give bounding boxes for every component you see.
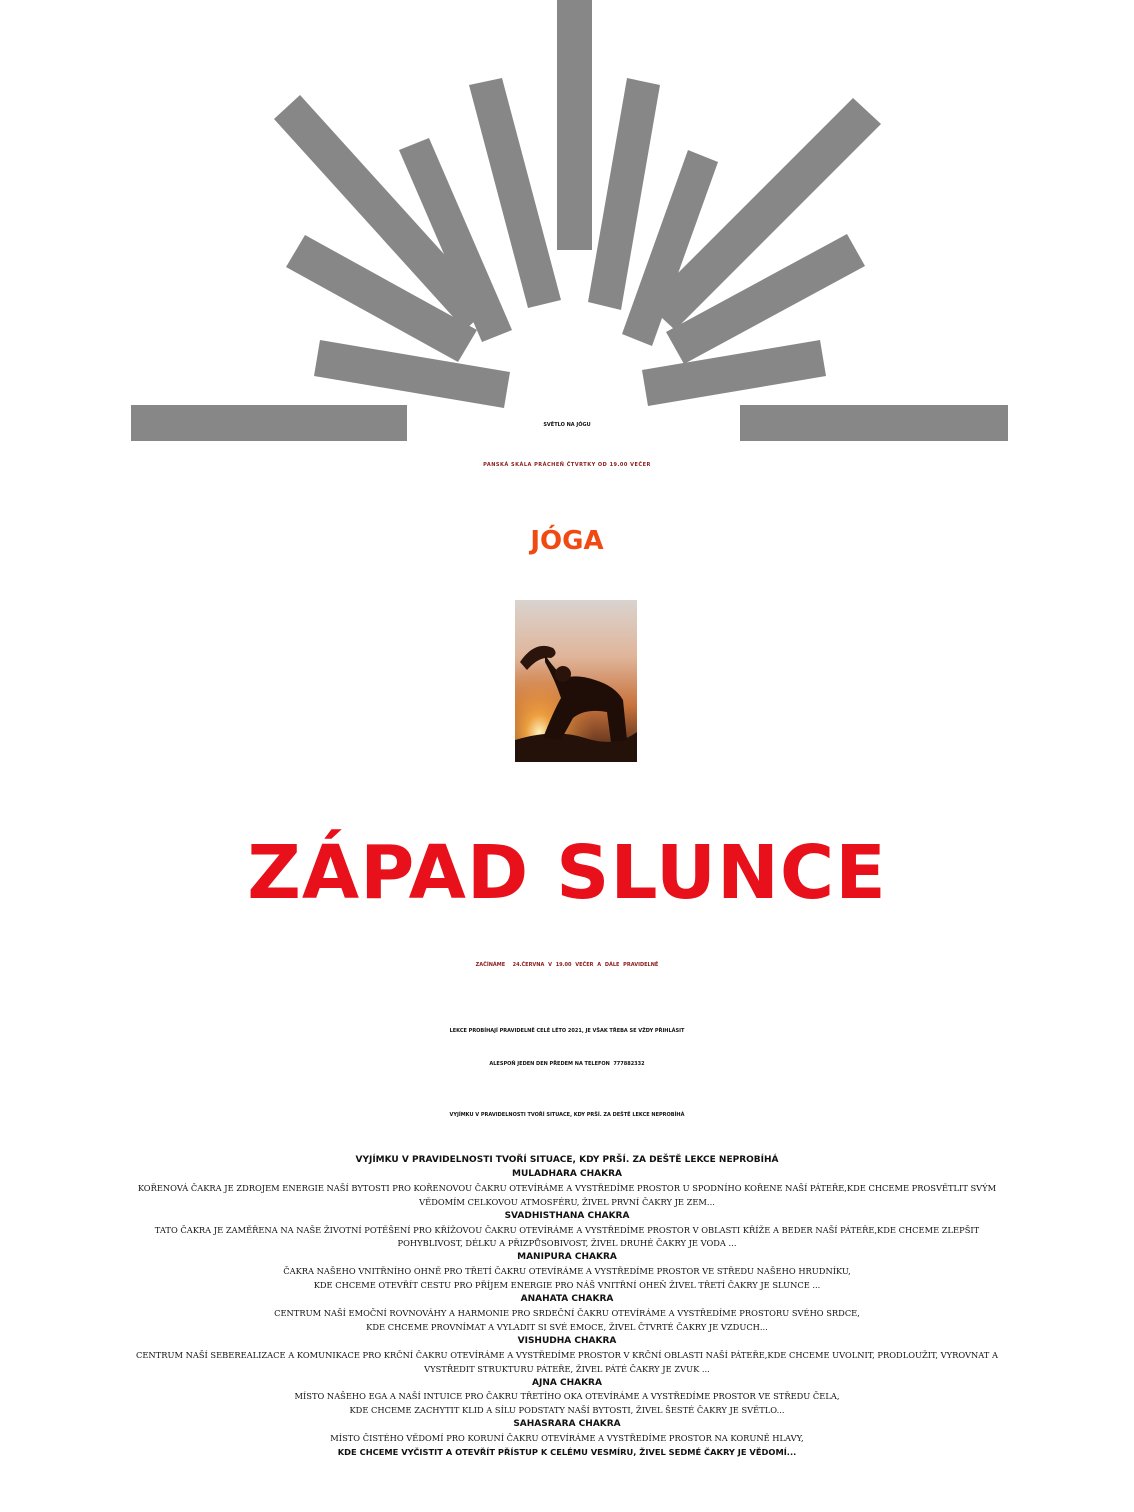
chakra-text: CENTRUM NAŠÍ SEBEREALIZACE A KOMUNIKACE PRO KRČNÍ ČAKRU OTEVÍRÁME A VYSTŘEDÍME PROSTOR V KRČNÍ OBLASTI NAŠÍ PÁTEŘE,KDE CHCEME UVOLNIT, PRODLOUŽIT, VYROVNAT A — [136, 1349, 998, 1360]
start-date-line: ZAČÍNÁME 24.ČERVNA V 19.00 VEČER A DÁLE PRAVIDELNĚ — [475, 962, 659, 968]
chakra-title: SVADHISTHANA CHAKRA — [504, 1210, 630, 1221]
chakra-text: KDE CHCEME OTEVŘÍT CESTU PRO PŘÍJEM ENERGIE PRO NÁŠ VNITŘNÍ OHEŇ ŽIVEL TŘETÍ ČAKRY JE SLUNCE ... — [313, 1280, 821, 1291]
chakra-title: SAHASRARA CHAKRA — [513, 1419, 621, 1430]
location-line: PANSKÁ SKÁLA PRÁCHEŇ ČTVRTKY OD 19.00 VEČER — [483, 462, 651, 468]
main-title-zapad-slunce: ZÁPAD SLUNCE — [247, 830, 887, 916]
chakra-text: MÍSTO NAŠEHO EGA A NAŠÍ INTUICE PRO ČAKRU TŘETÍHO OKA OTEVÍRÁME A VYSTŘEDÍME PROSTOR VE STŘEDU ČELA, — [294, 1391, 840, 1402]
sun-rays-logo — [0, 0, 1134, 450]
chakra-text: KDE CHCEME VYČISTIT A OTEVŘÍT PŘÍSTUP K CELÉMU VESMÍRU, ŽIVEL SEDMÉ ČAKRY JE VĚDOMÍ... — [337, 1447, 797, 1458]
chakra-text: TATO ČAKRA JE ZAMĚŘENA NA NAŠE ŽIVOTNÍ POTĚŠENÍ PRO KŘÍŽOVOU ČAKRU OTEVÍRÁME A VYSTŘEDÍME PROSTOR V OBLASTI KŘÍŽE A BEDER NAŠÍ PÁTEŘE,KDE CHCEME ZLEPŠIT — [154, 1224, 980, 1235]
info-line-1: LEKCE PROBÍHAJÍ PRAVIDELNĚ CELÉ LÉTO 2021, JE VŠAK TŘEBA SE VŽDY PŘIHLÁSIT — [449, 1028, 685, 1034]
chakra-text: KDE CHCEME PROVNÍMAT A VYLADIT SI SVÉ EMOCE, ŽIVEL ČTVRTÉ ČAKRY JE VZDUCH... — [366, 1321, 768, 1332]
chakra-text: VYSTŘEDIT STRUKTURU PÁTEŘE, ŽIVEL PÁTÉ ČAKRY JE ZVUK ... — [424, 1363, 710, 1374]
yoga-sunset-photo — [515, 600, 637, 762]
chakra-text: POHYBLIVOST, DÉLKU A PŘIZPŮSOBIVOST, ŽIVEL DRUHÉ ČAKRY JE VODA ... — [397, 1238, 737, 1249]
chakra-title: MULADHARA CHAKRA — [512, 1168, 622, 1179]
chakra-descriptions — [40, 1154, 1094, 1460]
chakra-text: VĚDOMÍM CELKOVOU ATMOSFÉRU, ŽIVEL PRVNÍ ČAKRY JE ZEM... — [419, 1196, 715, 1207]
chakra-intro: VYJÍMKU V PRAVIDELNOSTI TVOŘÍ SITUACE, KDY PRŠÍ. ZA DEŠTĚ LEKCE NEPROBÍHÁ — [355, 1155, 779, 1165]
chakra-text: CENTRUM NAŠÍ EMOČNÍ ROVNOVÁHY A HARMONIE PRO SRDEČNÍ ČAKRU OTEVÍRÁME A VYSTŘEDÍME PROSTORU SVÉHO SRDCE, — [274, 1307, 860, 1318]
yoga-title: JÓGA — [530, 526, 604, 556]
subtitle-svetlo-na-jogu: SVĚTLO NA JÓGU — [543, 422, 591, 428]
chakra-title: VISHUDHA CHAKRA — [517, 1335, 617, 1346]
chakra-text: ČAKRA NAŠEHO VNITŘNÍHO OHNĚ PRO TŘETÍ ČAKRU OTEVÍRÁME A VYSTŘEDÍME PROSTOR VE STŘEDU NAŠEHO HRUDNÍKU, — [283, 1266, 851, 1277]
chakra-title: ANAHATA CHAKRA — [520, 1294, 614, 1305]
chakra-title: MANIPURA CHAKRA — [517, 1252, 617, 1263]
chakra-text: KOŘENOVÁ ČAKRA JE ZDROJEM ENERGIE NAŠÍ BYTOSTI PRO KOŘENOVOU ČAKRU OTEVÍRÁME A VYSTŘEDÍME PROSTOR U SPODNÍHO KOŘENE NAŠÍ PÁTEŘE,KDE CHCEME PROSVĚTLIT SVÝM — [137, 1182, 997, 1193]
info-line-3: VYJÍMKU V PRAVIDELNOSTI TVOŘÍ SITUACE, KDY PRŠÍ. ZA DEŠTĚ LEKCE NEPROBÍHÁ — [449, 1112, 685, 1118]
chakra-title: AJNA CHAKRA — [532, 1377, 602, 1388]
chakra-text: KDE CHCEME ZACHYTIT KLID A SÍLU PODSTATY NAŠÍ BYTOSTI, ŽIVEL ŠESTÉ ČAKRY JE SVĚTLO... — [349, 1405, 785, 1416]
info-line-2: ALESPOŇ JEDEN DEN PŘEDEM NA TELEFON 777882332 — [489, 1061, 645, 1067]
chakra-text: MÍSTO ČISTÉHO VĚDOMÍ PRO KORUNÍ ČAKRU OTEVÍRÁME A VYSTŘEDÍME PROSTOR NA KORUNĚ HLAVY, — [330, 1433, 804, 1444]
